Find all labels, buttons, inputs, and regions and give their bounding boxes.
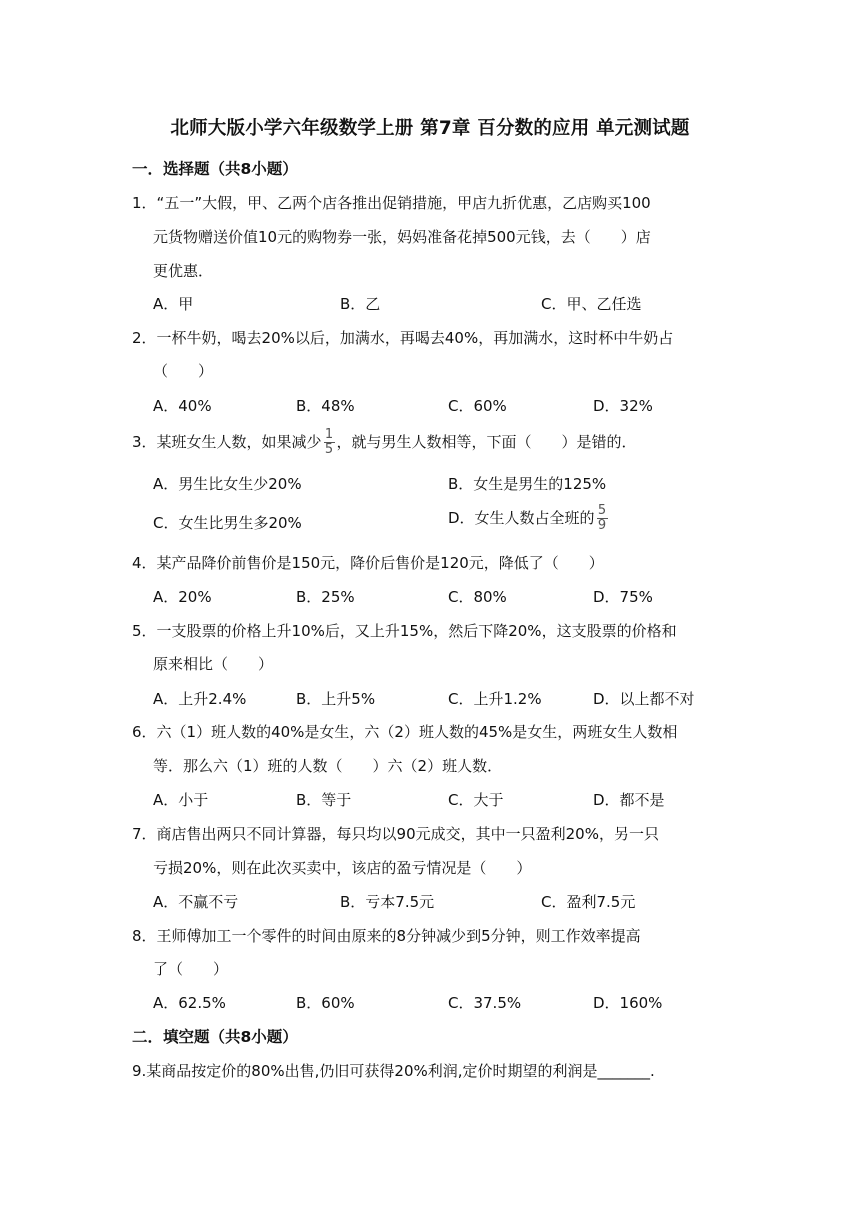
question-2-option-b: B．48% [296,397,355,415]
question-7-line-2: 亏损20%，则在此次买卖中，该店的盈亏情况是（ ） [153,859,532,877]
question-6-line-1: 6．六（1）班人数的40%是女生，六（2）班人数的45%是女生，两班女生人数相 [132,723,678,741]
section-heading-fill-in: 二．填空题（共8小题） [132,1028,298,1046]
question-9-line-1: 9.某商品按定价的80%出售,仍旧可获得20%利润,定价时期望的利润是_______. [132,1062,655,1080]
section-heading-choice: 一．选择题（共8小题） [132,160,298,178]
fraction-numerator: 1 [324,427,334,442]
question-3-text-post: ，就与男生人数相等，下面（ ）是错的． [336,433,637,451]
question-6-option-d: D．都不是 [593,791,665,809]
question-5-option-c: C．上升1.2% [448,690,542,708]
question-5-option-d: D．以上都不对 [593,690,695,708]
question-2-option-d: D．32% [593,397,653,415]
question-2-line-1: 2．一杯牛奶，喝去20%以后，加满水，再喝去40%，再加满水，这时杯中牛奶占 [132,329,674,347]
question-1-line-1: 1．“五一”大假，甲、乙两个店各推出促销措施，甲店九折优惠，乙店购买100 [132,194,651,212]
question-2-line-2: （ ） [153,362,214,380]
question-2-option-a: A．40% [153,397,212,415]
question-5-line-2: 原来相比（ ） [153,655,274,673]
question-8-line-2: 了（ ） [153,960,229,978]
fraction-denominator: 9 [597,518,607,533]
question-3-line-1 [132,428,637,457]
question-8-option-a: A．62.5% [153,994,226,1012]
question-8-option-c: C．37.5% [448,994,522,1012]
question-6-option-a: A．小于 [153,791,209,809]
fraction-five-ninths [597,504,608,533]
fraction-denominator: 5 [324,442,334,457]
document-title: 北师大版小学六年级数学上册 第7章 百分数的应用 单元测试题 [170,118,690,139]
question-3-option-d-text: D．女生人数占全班的 [448,509,595,527]
question-4-option-b: B．25% [296,588,355,606]
question-4-option-c: C．80% [448,588,507,606]
fraction-numerator: 5 [597,503,607,518]
question-1-line-3: 更优惠． [153,262,214,280]
question-1-line-2: 元货物赠送价值10元的购物券一张，妈妈准备花掉500元钱，去（ ）店 [153,228,651,246]
question-5-option-a: A．上升2.4% [153,690,247,708]
question-3-option-a: A．男生比女生少20% [153,475,302,493]
question-7-option-a: A．不赢不亏 [153,893,239,911]
question-4-option-a: A．20% [153,588,212,606]
question-5-option-b: B．上升5% [296,690,376,708]
question-6-option-c: C．大于 [448,791,504,809]
question-3-option-c: C．女生比男生多20% [153,514,302,532]
question-7-line-1: 7．商店售出两只不同计算器，每只均以90元成交，其中一只盈利20%，另一只 [132,825,659,843]
question-1-option-b: B．乙 [340,295,381,313]
question-7-option-b: B．亏本7.5元 [340,893,435,911]
question-4-option-d: D．75% [593,588,653,606]
question-8-option-d: D．160% [593,994,663,1012]
question-1-option-c: C．甲、乙任选 [541,295,642,313]
question-5-line-1: 5．一支股票的价格上升10%后，又上升15%，然后下降20%，这支股票的价格和 [132,622,677,640]
question-4-line-1: 4．某产品降价前售价是150元，降价后售价是120元，降低了（ ） [132,554,604,572]
question-3-option-b: B．女生是男生的125% [448,475,607,493]
question-3-option-d [448,504,610,533]
question-6-option-b: B．等于 [296,791,352,809]
fraction-one-fifth [324,428,335,457]
question-8-option-b: B．60% [296,994,355,1012]
question-6-line-2: 等．那么六（1）班的人数（ ）六（2）班人数． [153,757,503,775]
question-7-option-c: C．盈利7.5元 [541,893,636,911]
question-3-text-pre: 3．某班女生人数，如果减少 [132,433,322,451]
question-1-option-a: A．甲 [153,295,194,313]
question-2-option-c: C．60% [448,397,507,415]
question-8-line-1: 8．王师傅加工一个零件的时间由原来的8分钟减少到5分钟，则工作效率提高 [132,927,641,945]
